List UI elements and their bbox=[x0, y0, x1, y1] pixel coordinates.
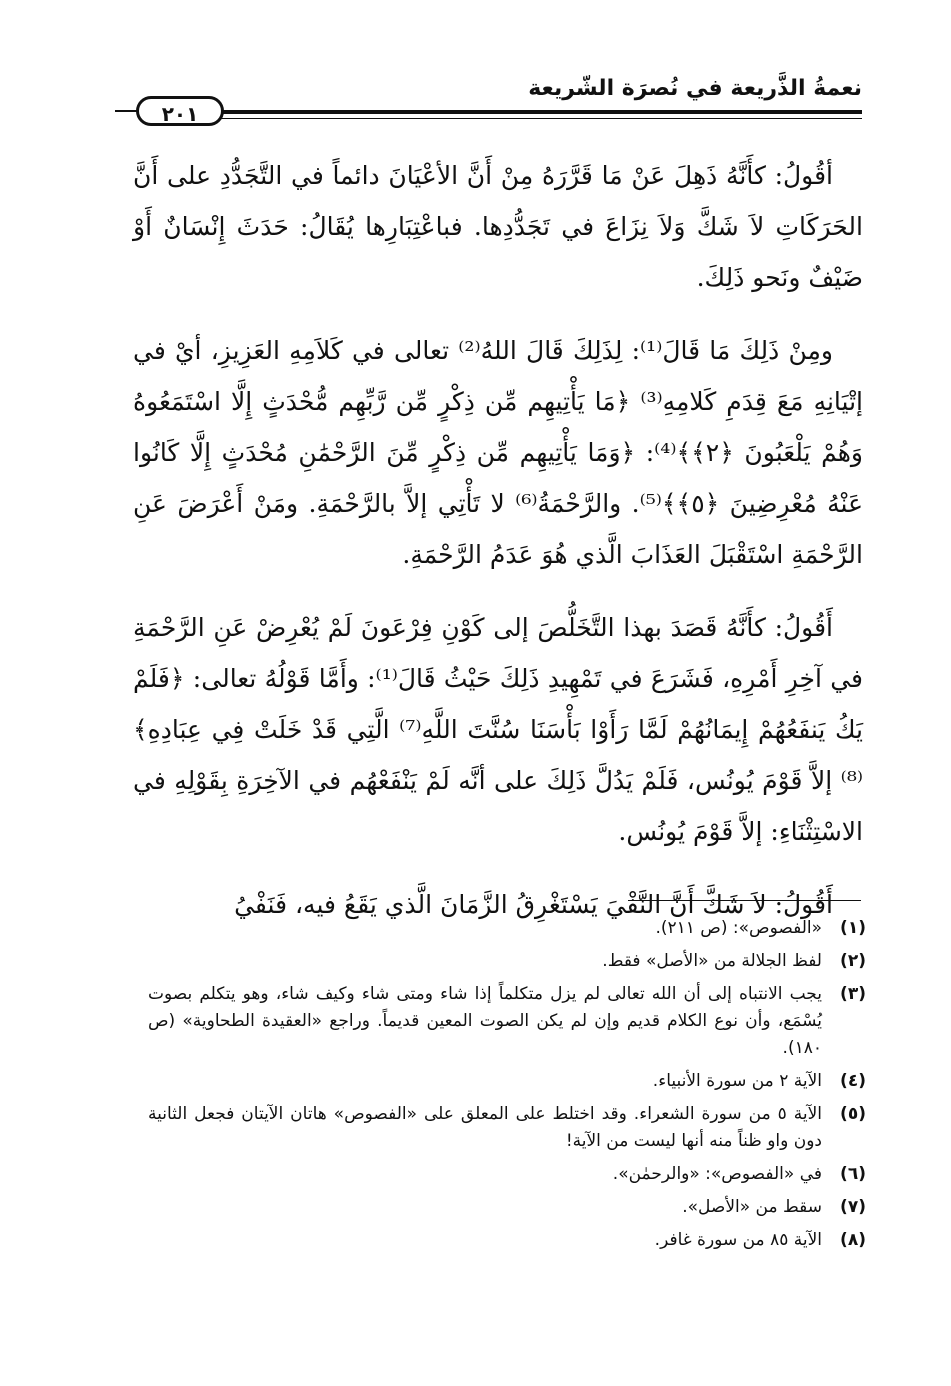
footnotes bbox=[148, 915, 866, 1260]
footnote bbox=[148, 1227, 866, 1254]
footnote bbox=[148, 1194, 866, 1221]
footnote-text: لفظ الجلالة من «الأصل» فقط. bbox=[602, 951, 822, 971]
running-title: نعمةُ الذَّريعة في نُصرَة الشّريعة bbox=[528, 76, 862, 101]
paragraph: أَقُولُ: لاَ شَكَّ أَنَّ النَّفْيَ يَسْتَغْرِقُ الزَّمَانَ الَّذي يَقَعُ فيه، فَنَفْيُ bbox=[234, 890, 833, 919]
footnote bbox=[148, 981, 866, 1062]
footnote-text: الآية ٥ من سورة الشعراء. وقد اختلط على المعلق على «الفصوص» هاتان الآيتان فجعل الثانية دون واو ظناً منه أنها ليست من الآية! bbox=[148, 1104, 823, 1151]
footnote-number: (٣) bbox=[840, 984, 866, 1004]
footnote-number: (٨) bbox=[840, 1230, 866, 1250]
footnote-number: (٤) bbox=[840, 1071, 866, 1091]
header-rule-thin bbox=[196, 118, 862, 119]
footnote bbox=[148, 915, 866, 942]
footnote-number: (١) bbox=[840, 918, 866, 938]
footnote-separator bbox=[628, 900, 861, 901]
header-rule-thick bbox=[196, 110, 862, 114]
footnote bbox=[148, 1068, 866, 1095]
paragraph: ومِنْ ذَلِكَ مَا قَالَ⁽¹⁾: لِذَلِكَ قَالَ اللهُ⁽²⁾ تعالى في كَلاَمِهِ العَزِيزِ، أيْ في إتْيَانِهِ مَعَ قِدَمِ كَلامِهِ⁽³⁾ ﴿مَا يَأْتِيهِم مِّن ذِكْرٍ مِّن رَّبِّهِم مُّحْدَثٍ إِلَّا اسْتَمَعُوهُ وَهُمْ يَلْعَبُونَ ﴿٢﴾﴾⁽⁴⁾: ﴿وَمَا يَأْتِيهِم مِّن ذِكْرٍ مِّنَ الرَّحْمَٰنِ مُحْدَثٍ إِلَّا كَانُوا عَنْهُ مُعْرِضِينَ ﴿٥﴾﴾⁽⁵⁾. والرَّحْمَةُ⁽⁶⁾ لا تَأْتِي إلاَّ بالرَّحْمَةِ. ومَنْ أَعْرَضَ عَنِ الرَّحْمَةِ اسْتَقْبَلَ العَذَابَ الَّذي هُوَ عَدَمُ الرَّحْمَةِ. bbox=[133, 336, 863, 569]
paragraph: أَقُولُ: كأَنَّهُ قَصَدَ بهذا التَّخَلُّصَ إلى كَوْنِ فِرْعَونَ لَمْ يُعْرِضْ عَنِ الرَّحْمَةِ في آخِرِ أَمْرِهِ، فَشَرَعَ في تَمْهِيدِ ذَلِكَ حَيْثُ قَالَ⁽¹⁾: وأَمَّا قَوْلُهُ تعالى: ﴿فَلَمْ يَكُ يَنفَعُهُمْ إِيمَانُهُمْ لَمَّا رَأَوْا بَأْسَنَا سُنَّتَ اللَّهِ⁽⁷⁾ الَّتِي قَدْ خَلَتْ فِي عِبَادِهِ﴾⁽⁸⁾ إلاَّ قَوْمَ يُونُس، فَلَمْ يَدُلَّ ذَلِكَ على أنَّه لَمْ يَنْفَعْهُم في الآخِرَةِ بِقَوْلِهِ في الاسْتِثْنَاءِ: إلاَّ قَوْمَ يُونُس. bbox=[133, 613, 863, 846]
main-text bbox=[133, 150, 863, 930]
footnote-text: في «الفصوص»: «والرحمٰن». bbox=[612, 1164, 822, 1184]
paragraph: أقُولُ: كأَنَّهُ ذَهِلَ عَنْ مَا قَرَّرَهُ مِنْ أَنَّ الأعْيَانَ دائماً في التَّجَدُّدِ على أَنَّ الحَرَكَاتِ لاَ شَكَّ وَلاَ نِزَاعَ في تَجَدُّدِها. فباعْتِبَارِها يُقَالُ: حَدَثَ إِنْسَانٌ أَوْ ضَيْفٌ ونَحو ذَلِكَ. bbox=[133, 161, 863, 292]
footnote-text: يجب الانتباه إلى أن الله تعالى لم يزل متكلماً إذا شاء ومتى شاء وكيف شاء، وهو يتكلم بصوت يُسْمَع، وأن نوع الكلام قديم وإن لم يكن الصوت المعين قديماً. وراجع «العقيدة الطحاوية» (ص ١٨٠). bbox=[148, 984, 822, 1058]
footnote-text: الآية ٨٥ من سورة غافر. bbox=[654, 1230, 822, 1250]
footnote bbox=[148, 1161, 866, 1188]
footnote-number: (٧) bbox=[840, 1197, 866, 1217]
footnote-number: (٥) bbox=[840, 1104, 866, 1124]
page-number: ٢٠١ bbox=[136, 96, 224, 126]
page-header bbox=[136, 76, 862, 126]
footnote-text: «الفصوص»: (ص ٢١١). bbox=[655, 918, 822, 938]
footnote-number: (٦) bbox=[840, 1164, 866, 1184]
footnote-text: سقط من «الأصل». bbox=[682, 1197, 822, 1217]
footnote bbox=[148, 1101, 866, 1155]
footnote-number: (٢) bbox=[840, 951, 866, 971]
footnote-text: الآية ٢ من سورة الأنبياء. bbox=[652, 1071, 822, 1091]
footnote bbox=[148, 948, 866, 975]
